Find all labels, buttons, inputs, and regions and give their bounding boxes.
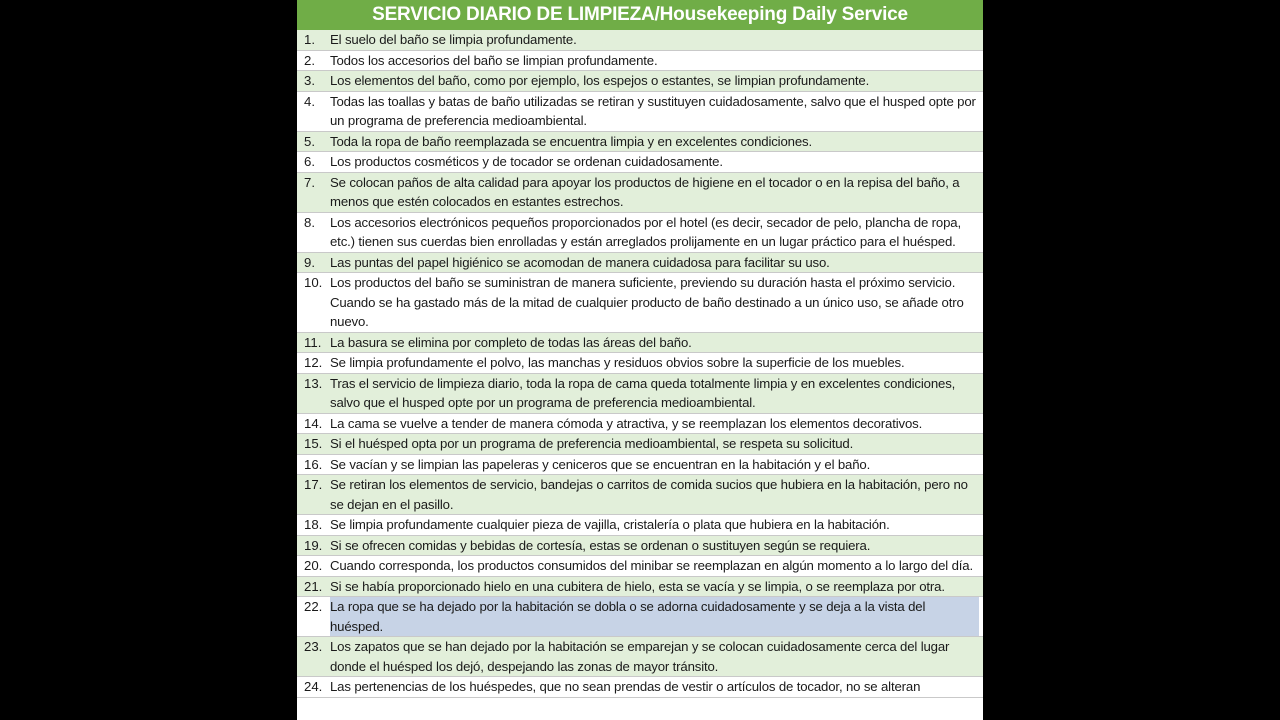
item-text[interactable]: Todas las toallas y batas de baño utilizadas se retiran y sustituyen cuidadosamente, salvo que el husped opte por un programa de preferencia medioambiental. [330, 93, 976, 128]
checklist-item-16 [297, 455, 983, 476]
item-number: 7. [304, 174, 315, 190]
item-number: 3. [304, 73, 315, 88]
item-number: 9. [304, 254, 315, 270]
item-number: 22. [304, 599, 323, 614]
checklist-item-20 [297, 556, 983, 577]
checklist-item-23 [297, 637, 983, 677]
item-number: 24. [304, 679, 323, 694]
item-number: 8. [304, 214, 315, 230]
checklist-item-17 [297, 475, 983, 515]
item-number: 23. [304, 639, 323, 654]
item-number: 5. [304, 133, 315, 149]
checklist-item-8 [297, 213, 983, 253]
checklist [297, 30, 983, 698]
item-number: 6. [304, 154, 315, 169]
checklist-item-3 [297, 71, 983, 92]
item-text[interactable]: Los elementos del baño, como por ejemplo, los espejos o estantes, se limpian profundamente. [330, 73, 870, 88]
checklist-item-1 [297, 30, 983, 51]
item-number: 15. [304, 436, 323, 451]
item-number: 13. [304, 375, 323, 391]
item-text[interactable]: Si el huésped opta por un programa de preferencia medioambiental, se respeta su solicitud. [330, 436, 854, 451]
checklist-item-6 [297, 152, 983, 173]
item-text-selected[interactable]: La ropa que se ha dejado por la habitación se dobla o se adorna cuidadosamente y se deja a la vista del huésped. [330, 597, 979, 636]
item-number: 11. [304, 334, 322, 350]
item-text[interactable]: Tras el servicio de limpieza diario, toda la ropa de cama queda totalmente limpia y en excelentes condiciones, salvo que el husped opte por un programa de preferencia medioambiental. [330, 375, 956, 410]
checklist-item-11 [297, 333, 983, 354]
checklist-item-14 [297, 414, 983, 435]
item-text[interactable]: Todos los accesorios del baño se limpian profundamente. [330, 52, 658, 68]
checklist-item-5 [297, 132, 983, 153]
item-number: 21. [304, 578, 323, 594]
checklist-item-15 [297, 434, 983, 455]
item-text[interactable]: Cuando corresponda, los productos consumidos del minibar se reemplazan en algún momento a lo largo del día. [330, 558, 973, 573]
item-text[interactable]: Los productos cosméticos y de tocador se ordenan cuidadosamente. [330, 154, 723, 169]
checklist-item-4 [297, 92, 983, 132]
item-number: 14. [304, 415, 323, 431]
checklist-item-10 [297, 273, 983, 333]
document-title: SERVICIO DIARIO DE LIMPIEZA/Housekeeping Daily Service [297, 0, 983, 30]
item-text[interactable]: Las pertenencias de los huéspedes, que no sean prendas de vestir o artículos de tocador, no se alteran [330, 679, 921, 694]
item-number: 19. [304, 537, 323, 553]
item-text[interactable]: Se limpia profundamente cualquier pieza de vajilla, cristalería o plata que hubiera en la habitación. [330, 517, 890, 532]
item-number: 10. [304, 275, 323, 290]
checklist-item-12 [297, 353, 983, 374]
document-sheet [297, 0, 983, 720]
item-text[interactable]: Los zapatos que se han dejado por la habitación se emparejan y se colocan cuidadosamente cerca del lugar donde el huésped los dejó, despejando las zonas de mayor tránsito. [330, 639, 950, 674]
item-text[interactable]: La cama se vuelve a tender de manera cómoda y atractiva, y se reemplazan los elementos decorativos. [330, 415, 923, 431]
checklist-item-2 [297, 51, 983, 72]
checklist-item-19 [297, 536, 983, 557]
item-text[interactable]: Los accesorios electrónicos pequeños proporcionados por el hotel (es decir, secador de pelo, plancha de ropa, etc.) tienen sus cuerdas bien enrolladas y están arreglados prolijamente en un lugar práctico para el huésped. [330, 214, 961, 249]
item-text[interactable]: Los productos del baño se suministran de manera suficiente, previendo su duración hasta el próximo servicio. Cuando se ha gastado más de la mitad de cualquier producto de baño destinado a un único uso, se añade otro nuevo. [330, 275, 964, 329]
checklist-item-13 [297, 374, 983, 414]
item-text[interactable]: Las puntas del papel higiénico se acomodan de manera cuidadosa para facilitar su uso. [330, 254, 830, 270]
item-number: 2. [304, 52, 315, 68]
item-text[interactable]: El suelo del baño se limpia profundamente. [330, 32, 577, 47]
checklist-item-24 [297, 677, 983, 698]
item-text[interactable]: Se vacían y se limpian las papeleras y ceniceros que se encuentran en la habitación y el baño. [330, 456, 871, 472]
item-number: 12. [304, 355, 323, 370]
item-text[interactable]: Si se había proporcionado hielo en una cubitera de hielo, esta se vacía y se limpia, o se reemplaza por otra. [330, 578, 945, 594]
checklist-item-9 [297, 253, 983, 274]
checklist-item-21 [297, 577, 983, 598]
item-number: 1. [304, 32, 315, 47]
item-number: 20. [304, 558, 323, 573]
item-text[interactable]: La basura se elimina por completo de todas las áreas del baño. [330, 334, 692, 350]
item-number: 17. [304, 477, 323, 492]
item-text[interactable]: Se retiran los elementos de servicio, bandejas o carritos de comida sucios que hubiera en la habitación, pero no se dejan en el pasillo. [330, 477, 968, 512]
item-number: 18. [304, 517, 323, 532]
item-text[interactable]: Se limpia profundamente el polvo, las manchas y residuos obvios sobre la superficie de los muebles. [330, 355, 905, 370]
checklist-item-7 [297, 173, 983, 213]
item-text[interactable]: Se colocan paños de alta calidad para apoyar los productos de higiene en el tocador o en la repisa del baño, a menos que estén colocados en estantes estrechos. [330, 174, 960, 209]
item-number: 4. [304, 93, 315, 109]
item-text[interactable]: Si se ofrecen comidas y bebidas de cortesía, estas se ordenan o sustituyen según se requiera. [330, 537, 871, 553]
item-text[interactable]: Toda la ropa de baño reemplazada se encuentra limpia y en excelentes condiciones. [330, 133, 812, 149]
checklist-item-18 [297, 515, 983, 536]
item-number: 16. [304, 456, 323, 472]
checklist-item-22 [297, 597, 983, 637]
